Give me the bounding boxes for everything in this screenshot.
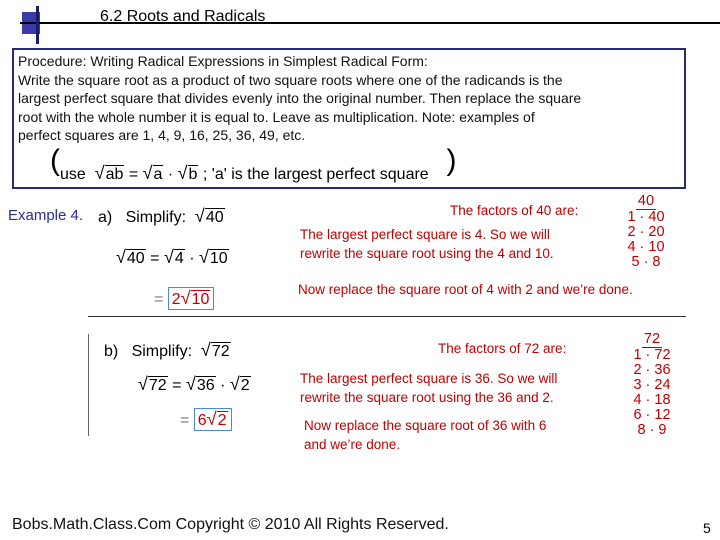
factor-list-40: 40 1 · 40 2 · 20 4 · 10 5 · 8 [627,193,665,270]
factor-list-72: 72 1 · 72 2 · 36 3 · 24 4 · 18 6 · 12 8 · 9 [633,331,671,438]
answer-box: 2√10 [168,287,215,310]
procedure-formula: (use √ab = √a · √b ; 'a' is the largest perfect square ) [50,144,457,183]
explain-b-4: and we’re done. [304,437,401,452]
procedure-line: perfect squares are 1, 4, 9, 16, 25, 36, 49, etc. [18,127,306,143]
part-b-result: = 6√2 [180,408,232,431]
example-label: Example 4. [8,207,84,224]
section-divider [88,316,686,317]
procedure-line: Write the square root as a product of two square roots where one of the radicands is the [18,71,563,88]
part-a-result: = 2√10 [154,287,214,310]
header-bar-decoration [36,6,39,44]
sqrt-40: √40 [194,206,224,226]
answer-box: 6√2 [194,408,232,431]
part-a-step: √40 = √4 · √10 [116,247,228,267]
part-b-margin-line [88,334,89,436]
explain-b-3: Now replace the square root of 36 with 6 [304,418,547,433]
sqrt-72: √72 [200,340,230,360]
procedure-line: root with the whole number it is equal to. Leave as multiplication. Note: examples of [18,108,535,125]
page-title: 6.2 Roots and Radicals [100,8,266,25]
procedure-text [18,52,682,145]
sqrt-b: √b [177,163,198,183]
part-b-problem: b) Simplify: √72 [104,340,230,360]
part-b-step: √72 = √36 · √2 [138,374,250,394]
explain-b-2: rewrite the square root using the 36 and 2. [300,390,554,405]
page-number: 5 [703,520,711,536]
sqrt-a: √a [142,163,163,183]
procedure-line: Procedure: Writing Radical Expressions in Simplest Radical Form: [18,53,428,69]
sqrt-ab: √ab [94,163,124,183]
copyright-footer: Bobs.Math.Class.Com Copyright © 2010 All Rights Reserved. [12,516,449,533]
explain-b-1: The largest perfect square is 36. So we will [300,371,558,386]
explain-a-2: rewrite the square root using the 4 and 10. [300,246,554,261]
factors-text-a: The factors of 40 are: [450,203,579,218]
explain-a-3: Now replace the square root of 4 with 2 and we’re done. [298,282,633,297]
explain-a-1: The largest perfect square is 4. So we will [300,227,550,242]
part-a-problem: a) Simplify: √40 [98,206,224,226]
procedure-line: largest perfect square that divides evenly into the original number. Then replace the square [18,90,582,106]
factors-text-b: The factors of 72 are: [438,341,567,356]
